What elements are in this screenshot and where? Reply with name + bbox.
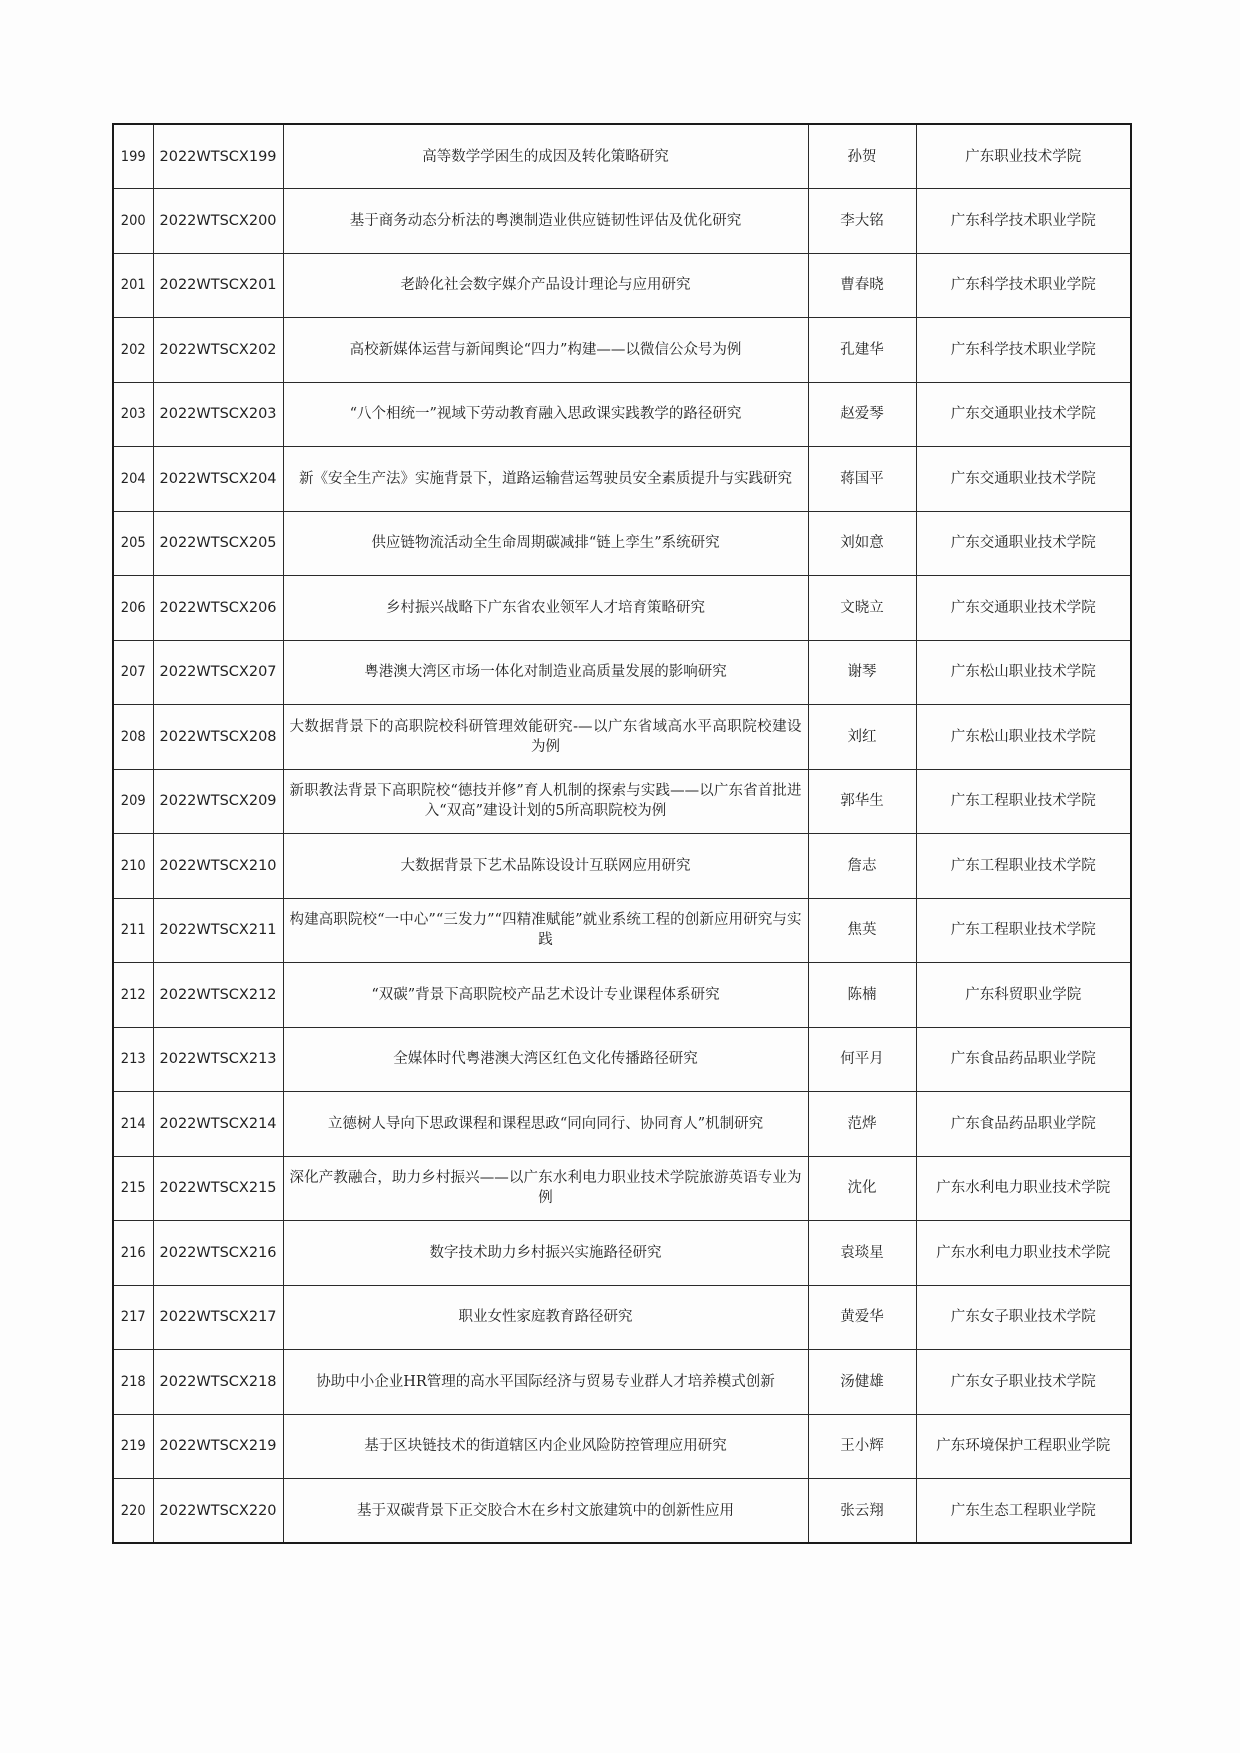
institution-name: 广东生态工程职业学院 [916, 1479, 1131, 1544]
project-title: 基于区块链技术的街道辖区内企业风险防控管理应用研究 [283, 1414, 808, 1479]
project-title: 构建高职院校“一中心”“三发力”“四精准赋能”就业系统工程的创新应用研究与实践 [283, 898, 808, 963]
institution-name: 广东食品药品职业学院 [916, 1092, 1131, 1157]
row-number: 200 [113, 189, 153, 254]
table-row [113, 834, 1131, 899]
project-leader: 曹春晓 [808, 253, 916, 318]
institution-name: 广东水利电力职业技术学院 [916, 1221, 1131, 1286]
institution-name: 广东工程职业技术学院 [916, 834, 1131, 899]
table-row [113, 640, 1131, 705]
project-code: 2022WTSCX219 [153, 1414, 283, 1479]
project-code: 2022WTSCX209 [153, 769, 283, 834]
project-code: 2022WTSCX217 [153, 1285, 283, 1350]
institution-name: 广东职业技术学院 [916, 124, 1131, 189]
institution-name: 广东交通职业技术学院 [916, 511, 1131, 576]
row-number: 220 [113, 1479, 153, 1544]
project-code: 2022WTSCX206 [153, 576, 283, 641]
row-number: 205 [113, 511, 153, 576]
table-row [113, 1350, 1131, 1415]
project-code: 2022WTSCX214 [153, 1092, 283, 1157]
table-row [113, 1156, 1131, 1221]
table-row [113, 189, 1131, 254]
project-leader: 王小辉 [808, 1414, 916, 1479]
row-number: 201 [113, 253, 153, 318]
project-code: 2022WTSCX205 [153, 511, 283, 576]
row-number: 204 [113, 447, 153, 512]
project-leader: 黄爱华 [808, 1285, 916, 1350]
table-row [113, 253, 1131, 318]
row-number: 199 [113, 124, 153, 189]
institution-name: 广东工程职业技术学院 [916, 769, 1131, 834]
project-code: 2022WTSCX213 [153, 1027, 283, 1092]
row-number: 219 [113, 1414, 153, 1479]
project-table [112, 123, 1132, 1544]
project-leader: 郭华生 [808, 769, 916, 834]
project-code: 2022WTSCX216 [153, 1221, 283, 1286]
project-title: 大数据背景下艺术品陈设设计互联网应用研究 [283, 834, 808, 899]
project-title: 基于双碳背景下正交胶合木在乡村文旅建筑中的创新性应用 [283, 1479, 808, 1544]
table-row [113, 898, 1131, 963]
project-title: 新《安全生产法》实施背景下，道路运输营运驾驶员安全素质提升与实践研究 [283, 447, 808, 512]
table-row [113, 382, 1131, 447]
project-code: 2022WTSCX204 [153, 447, 283, 512]
project-title: “八个相统一”视域下劳动教育融入思政课实践教学的路径研究 [283, 382, 808, 447]
project-code: 2022WTSCX200 [153, 189, 283, 254]
table-row [113, 1027, 1131, 1092]
table-row [113, 1221, 1131, 1286]
table-row [113, 769, 1131, 834]
project-title: 供应链物流活动全生命周期碳减排“链上孪生”系统研究 [283, 511, 808, 576]
institution-name: 广东女子职业技术学院 [916, 1285, 1131, 1350]
institution-name: 广东水利电力职业技术学院 [916, 1156, 1131, 1221]
project-leader: 张云翔 [808, 1479, 916, 1544]
project-title: 职业女性家庭教育路径研究 [283, 1285, 808, 1350]
table-row [113, 447, 1131, 512]
project-code: 2022WTSCX215 [153, 1156, 283, 1221]
project-leader: 范烨 [808, 1092, 916, 1157]
table-row [113, 1092, 1131, 1157]
institution-name: 广东松山职业技术学院 [916, 640, 1131, 705]
project-leader: 焦英 [808, 898, 916, 963]
row-number: 207 [113, 640, 153, 705]
project-title: 数字技术助力乡村振兴实施路径研究 [283, 1221, 808, 1286]
table-row [113, 1285, 1131, 1350]
row-number: 215 [113, 1156, 153, 1221]
institution-name: 广东交通职业技术学院 [916, 382, 1131, 447]
project-code: 2022WTSCX212 [153, 963, 283, 1028]
table-row [113, 705, 1131, 770]
row-number: 217 [113, 1285, 153, 1350]
project-title: 高校新媒体运营与新闻舆论“四力”构建——以微信公众号为例 [283, 318, 808, 383]
project-leader: 赵爱琴 [808, 382, 916, 447]
row-number: 203 [113, 382, 153, 447]
project-title: 老龄化社会数字媒介产品设计理论与应用研究 [283, 253, 808, 318]
table-row [113, 963, 1131, 1028]
project-leader: 孙贺 [808, 124, 916, 189]
project-code: 2022WTSCX207 [153, 640, 283, 705]
project-title: 粤港澳大湾区市场一体化对制造业高质量发展的影响研究 [283, 640, 808, 705]
project-code: 2022WTSCX199 [153, 124, 283, 189]
row-number: 218 [113, 1350, 153, 1415]
row-number: 209 [113, 769, 153, 834]
project-title: “双碳”背景下高职院校产品艺术设计专业课程体系研究 [283, 963, 808, 1028]
project-leader: 何平月 [808, 1027, 916, 1092]
project-title: 乡村振兴战略下广东省农业领军人才培育策略研究 [283, 576, 808, 641]
project-code: 2022WTSCX210 [153, 834, 283, 899]
project-leader: 陈楠 [808, 963, 916, 1028]
project-title: 全媒体时代粤港澳大湾区红色文化传播路径研究 [283, 1027, 808, 1092]
project-leader: 袁琰星 [808, 1221, 916, 1286]
table-row [113, 576, 1131, 641]
project-leader: 蒋国平 [808, 447, 916, 512]
project-title: 深化产教融合，助力乡村振兴——以广东水利电力职业技术学院旅游英语专业为例 [283, 1156, 808, 1221]
project-title: 新职教法背景下高职院校“德技并修”育人机制的探索与实践——以广东省首批进入“双高”建设计划的5所高职院校为例 [283, 769, 808, 834]
institution-name: 广东科学技术职业学院 [916, 189, 1131, 254]
institution-name: 广东女子职业技术学院 [916, 1350, 1131, 1415]
table-row [113, 318, 1131, 383]
project-title: 高等数学学困生的成因及转化策略研究 [283, 124, 808, 189]
project-title: 大数据背景下的高职院校科研管理效能研究-—以广东省域高水平高职院校建设为例 [283, 705, 808, 770]
institution-name: 广东松山职业技术学院 [916, 705, 1131, 770]
project-leader: 汤健雄 [808, 1350, 916, 1415]
project-leader: 刘红 [808, 705, 916, 770]
project-leader: 孔建华 [808, 318, 916, 383]
row-number: 211 [113, 898, 153, 963]
institution-name: 广东科贸职业学院 [916, 963, 1131, 1028]
institution-name: 广东科学技术职业学院 [916, 318, 1131, 383]
institution-name: 广东交通职业技术学院 [916, 576, 1131, 641]
project-code: 2022WTSCX201 [153, 253, 283, 318]
table-body [113, 124, 1131, 1543]
row-number: 213 [113, 1027, 153, 1092]
project-code: 2022WTSCX220 [153, 1479, 283, 1544]
project-code: 2022WTSCX211 [153, 898, 283, 963]
row-number: 216 [113, 1221, 153, 1286]
institution-name: 广东环境保护工程职业学院 [916, 1414, 1131, 1479]
project-leader: 刘如意 [808, 511, 916, 576]
institution-name: 广东工程职业技术学院 [916, 898, 1131, 963]
project-title: 基于商务动态分析法的粤澳制造业供应链韧性评估及优化研究 [283, 189, 808, 254]
project-code: 2022WTSCX203 [153, 382, 283, 447]
row-number: 208 [113, 705, 153, 770]
project-code: 2022WTSCX218 [153, 1350, 283, 1415]
project-code: 2022WTSCX202 [153, 318, 283, 383]
table-row [113, 511, 1131, 576]
project-leader: 詹志 [808, 834, 916, 899]
institution-name: 广东食品药品职业学院 [916, 1027, 1131, 1092]
row-number: 214 [113, 1092, 153, 1157]
project-leader: 李大铭 [808, 189, 916, 254]
institution-name: 广东科学技术职业学院 [916, 253, 1131, 318]
project-leader: 谢琴 [808, 640, 916, 705]
institution-name: 广东交通职业技术学院 [916, 447, 1131, 512]
row-number: 206 [113, 576, 153, 641]
table-row [113, 124, 1131, 189]
row-number: 212 [113, 963, 153, 1028]
project-title: 立德树人导向下思政课程和课程思政“同向同行、协同育人”机制研究 [283, 1092, 808, 1157]
project-leader: 沈化 [808, 1156, 916, 1221]
row-number: 202 [113, 318, 153, 383]
table-row [113, 1479, 1131, 1544]
project-title: 协助中小企业HR管理的高水平国际经济与贸易专业群人才培养模式创新 [283, 1350, 808, 1415]
row-number: 210 [113, 834, 153, 899]
project-leader: 文晓立 [808, 576, 916, 641]
project-code: 2022WTSCX208 [153, 705, 283, 770]
table-row [113, 1414, 1131, 1479]
